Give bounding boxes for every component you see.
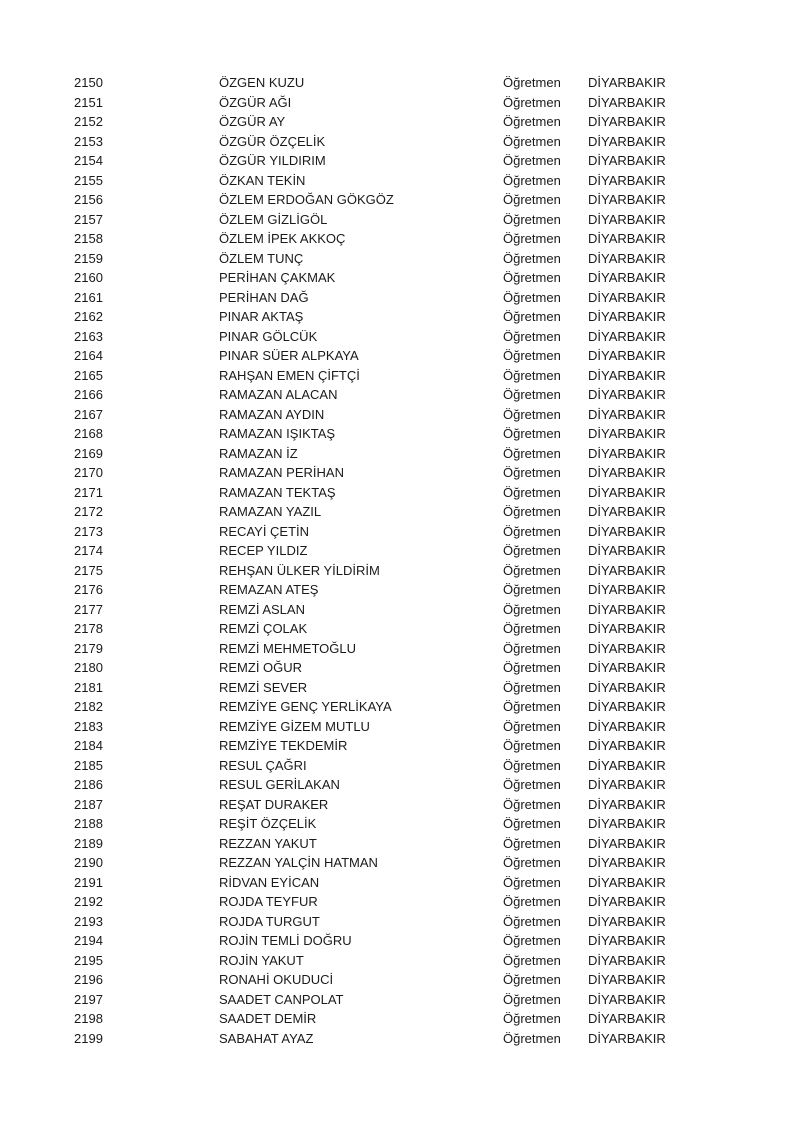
row-number: 2174 — [74, 543, 103, 558]
person-name: REZZAN YAKUT — [219, 835, 317, 851]
city: DİYARBAKIR — [588, 270, 666, 285]
person-name: REŞİT ÖZÇELİK — [219, 816, 317, 831]
person-name: PINAR AKTAŞ — [219, 309, 304, 324]
list-row — [0, 697, 800, 717]
person-name: REMZİYE GİZEM MUTLU — [219, 718, 370, 734]
person-name: PINAR SÜER ALPKAYA — [219, 348, 359, 363]
row-number: 2193 — [74, 913, 103, 929]
job-title: Öğretmen — [503, 582, 561, 597]
row-number: 2156 — [74, 192, 103, 207]
city: DİYARBAKIR — [588, 738, 666, 753]
person-name: RAMAZAN ALACAN — [219, 387, 338, 402]
city: DİYARBAKIR — [588, 718, 666, 734]
row-number: 2155 — [74, 172, 103, 188]
job-title: Öğretmen — [503, 855, 561, 870]
list-row — [0, 931, 800, 951]
list-row — [0, 834, 800, 854]
list-row — [0, 73, 800, 93]
job-title: Öğretmen — [503, 757, 561, 773]
job-title: Öğretmen — [503, 835, 561, 851]
city: DİYARBAKIR — [588, 426, 666, 441]
city: DİYARBAKIR — [588, 484, 666, 500]
city: DİYARBAKIR — [588, 523, 666, 539]
person-name: ÖZGÜR ÖZÇELİK — [219, 133, 326, 149]
job-title: Öğretmen — [503, 718, 561, 734]
city: DİYARBAKIR — [588, 406, 666, 422]
person-name: ROJDA TEYFUR — [219, 894, 318, 909]
city: DİYARBAKIR — [588, 933, 666, 948]
city: DİYARBAKIR — [588, 445, 666, 461]
row-number: 2170 — [74, 465, 103, 480]
city: DİYARBAKIR — [588, 250, 666, 266]
row-number: 2180 — [74, 660, 103, 675]
list-row — [0, 541, 800, 561]
row-number: 2162 — [74, 309, 103, 324]
row-number: 2181 — [74, 679, 103, 695]
job-title: Öğretmen — [503, 328, 561, 344]
city: DİYARBAKIR — [588, 133, 666, 149]
person-name: RİDVAN EYİCAN — [219, 874, 320, 890]
person-name: ÖZGÜR AĞI — [219, 94, 292, 110]
list-row — [0, 580, 800, 600]
row-number: 2160 — [74, 270, 103, 285]
list-row — [0, 951, 800, 971]
row-number: 2166 — [74, 387, 103, 402]
person-name: PERİHAN DAĞ — [219, 289, 309, 305]
job-title: Öğretmen — [503, 562, 561, 578]
city: DİYARBAKIR — [588, 75, 666, 90]
row-number: 2183 — [74, 718, 103, 734]
city: DİYARBAKIR — [588, 835, 666, 851]
list-row — [0, 112, 800, 132]
row-number: 2182 — [74, 699, 103, 714]
list-row — [0, 678, 800, 698]
job-title: Öğretmen — [503, 348, 561, 363]
row-number: 2158 — [74, 231, 103, 246]
list-row — [0, 639, 800, 659]
job-title: Öğretmen — [503, 445, 561, 461]
person-name: RAMAZAN TEKTAŞ — [219, 484, 336, 500]
list-row — [0, 970, 800, 990]
person-name: RAMAZAN IŞIKTAŞ — [219, 426, 336, 441]
person-name: RONAHİ OKUDUCİ — [219, 972, 334, 987]
job-title: Öğretmen — [503, 231, 561, 246]
city: DİYARBAKIR — [588, 504, 666, 519]
list-row — [0, 327, 800, 347]
job-title: Öğretmen — [503, 640, 561, 656]
city: DİYARBAKIR — [588, 855, 666, 870]
person-name: REMZİ ASLAN — [219, 601, 305, 617]
person-name: RAMAZAN İZ — [219, 445, 298, 461]
person-name: SABAHAT AYAZ — [219, 1030, 314, 1046]
job-title: Öğretmen — [503, 114, 561, 129]
list-row — [0, 307, 800, 327]
person-name: ÖZGEN KUZU — [219, 75, 305, 90]
person-name: SAADET CANPOLAT — [219, 991, 344, 1007]
list-row — [0, 1009, 800, 1029]
job-title: Öğretmen — [503, 484, 561, 500]
list-row — [0, 1029, 800, 1049]
person-name: PERİHAN ÇAKMAK — [219, 270, 336, 285]
job-title: Öğretmen — [503, 543, 561, 558]
city: DİYARBAKIR — [588, 913, 666, 929]
job-title: Öğretmen — [503, 367, 561, 383]
person-name: ROJDA TURGUT — [219, 913, 320, 929]
row-number: 2179 — [74, 640, 103, 656]
list-row — [0, 385, 800, 405]
list-row — [0, 619, 800, 639]
person-name: RECEP YILDIZ — [219, 543, 308, 558]
city: DİYARBAKIR — [588, 582, 666, 597]
job-title: Öğretmen — [503, 523, 561, 539]
row-number: 2184 — [74, 738, 103, 753]
person-name: ÖZGÜR AY — [219, 114, 286, 129]
person-name: ROJİN TEMLİ DOĞRU — [219, 933, 352, 948]
list-row — [0, 366, 800, 386]
city: DİYARBAKIR — [588, 289, 666, 305]
row-number: 2163 — [74, 328, 103, 344]
list-row — [0, 502, 800, 522]
list-row — [0, 346, 800, 366]
list-row — [0, 600, 800, 620]
city: DİYARBAKIR — [588, 465, 666, 480]
city: DİYARBAKIR — [588, 1030, 666, 1046]
person-name: ROJİN YAKUT — [219, 952, 304, 968]
job-title: Öğretmen — [503, 913, 561, 929]
list-row — [0, 93, 800, 113]
job-title: Öğretmen — [503, 660, 561, 675]
list-row — [0, 658, 800, 678]
job-title: Öğretmen — [503, 94, 561, 110]
city: DİYARBAKIR — [588, 387, 666, 402]
job-title: Öğretmen — [503, 172, 561, 188]
row-number: 2169 — [74, 445, 103, 461]
row-number: 2187 — [74, 796, 103, 812]
list-row — [0, 151, 800, 171]
row-number: 2152 — [74, 114, 103, 129]
person-name: REMZİYE TEKDEMİR — [219, 738, 348, 753]
job-title: Öğretmen — [503, 874, 561, 890]
row-number: 2167 — [74, 406, 103, 422]
row-number: 2188 — [74, 816, 103, 831]
job-title: Öğretmen — [503, 679, 561, 695]
person-name: RAMAZAN AYDIN — [219, 406, 325, 422]
person-name: REZZAN YALÇİN HATMAN — [219, 855, 378, 870]
person-name: SAADET DEMİR — [219, 1011, 317, 1026]
person-name: RAMAZAN PERİHAN — [219, 465, 344, 480]
job-title: Öğretmen — [503, 1011, 561, 1026]
person-name: PINAR GÖLCÜK — [219, 328, 318, 344]
person-name: REHŞAN ÜLKER YİLDİRİM — [219, 562, 380, 578]
job-title: Öğretmen — [503, 816, 561, 831]
person-name: REMZİYE GENÇ YERLİKAYA — [219, 699, 392, 714]
job-title: Öğretmen — [503, 309, 561, 324]
row-number: 2150 — [74, 75, 103, 90]
job-title: Öğretmen — [503, 796, 561, 812]
city: DİYARBAKIR — [588, 192, 666, 207]
list-row — [0, 132, 800, 152]
person-name: ÖZLEM TUNÇ — [219, 250, 304, 266]
city: DİYARBAKIR — [588, 348, 666, 363]
city: DİYARBAKIR — [588, 757, 666, 773]
list-row — [0, 990, 800, 1010]
city: DİYARBAKIR — [588, 816, 666, 831]
job-title: Öğretmen — [503, 250, 561, 266]
list-row — [0, 522, 800, 542]
person-name: ÖZLEM ERDOĞAN GÖKGÖZ — [219, 192, 394, 207]
job-title: Öğretmen — [503, 465, 561, 480]
person-name: REŞAT DURAKER — [219, 796, 329, 812]
person-name: REMZİ MEHMETOĞLU — [219, 640, 356, 656]
row-number: 2157 — [74, 211, 103, 227]
row-number: 2168 — [74, 426, 103, 441]
city: DİYARBAKIR — [588, 991, 666, 1007]
person-name: ÖZLEM İPEK AKKOÇ — [219, 231, 346, 246]
city: DİYARBAKIR — [588, 328, 666, 344]
list-row — [0, 249, 800, 269]
list-row — [0, 736, 800, 756]
row-number: 2189 — [74, 835, 103, 851]
job-title: Öğretmen — [503, 75, 561, 90]
row-number: 2171 — [74, 484, 103, 500]
city: DİYARBAKIR — [588, 367, 666, 383]
list-row — [0, 268, 800, 288]
list-row — [0, 483, 800, 503]
row-number: 2164 — [74, 348, 103, 363]
list-row — [0, 873, 800, 893]
job-title: Öğretmen — [503, 270, 561, 285]
row-number: 2161 — [74, 289, 103, 305]
person-name: ÖZKAN TEKİN — [219, 172, 306, 188]
job-title: Öğretmen — [503, 133, 561, 149]
city: DİYARBAKIR — [588, 972, 666, 987]
list-row — [0, 288, 800, 308]
job-title: Öğretmen — [503, 952, 561, 968]
row-number: 2151 — [74, 94, 103, 110]
job-title: Öğretmen — [503, 933, 561, 948]
row-number: 2153 — [74, 133, 103, 149]
job-title: Öğretmen — [503, 387, 561, 402]
city: DİYARBAKIR — [588, 231, 666, 246]
job-title: Öğretmen — [503, 601, 561, 617]
list-row — [0, 229, 800, 249]
city: DİYARBAKIR — [588, 777, 666, 792]
row-number: 2195 — [74, 952, 103, 968]
row-number: 2173 — [74, 523, 103, 539]
job-title: Öğretmen — [503, 153, 561, 168]
person-name: RESUL GERİLAKAN — [219, 777, 340, 792]
job-title: Öğretmen — [503, 699, 561, 714]
city: DİYARBAKIR — [588, 153, 666, 168]
list-row — [0, 444, 800, 464]
row-number: 2196 — [74, 972, 103, 987]
job-title: Öğretmen — [503, 972, 561, 987]
row-number: 2191 — [74, 874, 103, 890]
row-number: 2177 — [74, 601, 103, 617]
city: DİYARBAKIR — [588, 679, 666, 695]
job-title: Öğretmen — [503, 738, 561, 753]
job-title: Öğretmen — [503, 426, 561, 441]
list-row — [0, 892, 800, 912]
list-row — [0, 405, 800, 425]
row-number: 2172 — [74, 504, 103, 519]
list-row — [0, 171, 800, 191]
city: DİYARBAKIR — [588, 543, 666, 558]
person-name: RECAYİ ÇETİN — [219, 523, 310, 539]
list-row — [0, 775, 800, 795]
city: DİYARBAKIR — [588, 1011, 666, 1026]
person-name: RAMAZAN YAZIL — [219, 504, 322, 519]
row-number: 2198 — [74, 1011, 103, 1026]
city: DİYARBAKIR — [588, 114, 666, 129]
person-name: REMAZAN ATEŞ — [219, 582, 319, 597]
person-name: REMZİ ÇOLAK — [219, 621, 308, 636]
job-title: Öğretmen — [503, 289, 561, 305]
row-number: 2186 — [74, 777, 103, 792]
person-name: ÖZGÜR YILDIRIM — [219, 153, 326, 168]
city: DİYARBAKIR — [588, 601, 666, 617]
city: DİYARBAKIR — [588, 94, 666, 110]
list-row — [0, 814, 800, 834]
city: DİYARBAKIR — [588, 309, 666, 324]
job-title: Öğretmen — [503, 192, 561, 207]
row-number: 2178 — [74, 621, 103, 636]
person-name: REMZİ SEVER — [219, 679, 308, 695]
list-row — [0, 717, 800, 737]
row-number: 2185 — [74, 757, 103, 773]
row-number: 2199 — [74, 1030, 103, 1046]
job-title: Öğretmen — [503, 211, 561, 227]
city: DİYARBAKIR — [588, 952, 666, 968]
city: DİYARBAKIR — [588, 660, 666, 675]
city: DİYARBAKIR — [588, 211, 666, 227]
list-row — [0, 190, 800, 210]
person-name: RAHŞAN EMEN ÇİFTÇİ — [219, 367, 360, 383]
list-row — [0, 424, 800, 444]
person-name: ÖZLEM GİZLİGÖL — [219, 211, 328, 227]
person-name: REMZİ OĞUR — [219, 660, 303, 675]
row-number: 2176 — [74, 582, 103, 597]
row-number: 2175 — [74, 562, 103, 578]
list-row — [0, 210, 800, 230]
job-title: Öğretmen — [503, 894, 561, 909]
row-number: 2165 — [74, 367, 103, 383]
row-number: 2194 — [74, 933, 103, 948]
job-title: Öğretmen — [503, 406, 561, 422]
row-number: 2154 — [74, 153, 103, 168]
person-name: RESUL ÇAĞRI — [219, 757, 307, 773]
row-number: 2197 — [74, 991, 103, 1007]
job-title: Öğretmen — [503, 1030, 561, 1046]
city: DİYARBAKIR — [588, 640, 666, 656]
teacher-list — [0, 73, 800, 1048]
job-title: Öğretmen — [503, 621, 561, 636]
list-row — [0, 756, 800, 776]
city: DİYARBAKIR — [588, 172, 666, 188]
row-number: 2190 — [74, 855, 103, 870]
list-row — [0, 912, 800, 932]
row-number: 2159 — [74, 250, 103, 266]
city: DİYARBAKIR — [588, 874, 666, 890]
job-title: Öğretmen — [503, 777, 561, 792]
list-row — [0, 795, 800, 815]
job-title: Öğretmen — [503, 504, 561, 519]
list-row — [0, 561, 800, 581]
list-row — [0, 463, 800, 483]
city: DİYARBAKIR — [588, 699, 666, 714]
city: DİYARBAKIR — [588, 796, 666, 812]
city: DİYARBAKIR — [588, 621, 666, 636]
row-number: 2192 — [74, 894, 103, 909]
city: DİYARBAKIR — [588, 562, 666, 578]
job-title: Öğretmen — [503, 991, 561, 1007]
list-row — [0, 853, 800, 873]
city: DİYARBAKIR — [588, 894, 666, 909]
